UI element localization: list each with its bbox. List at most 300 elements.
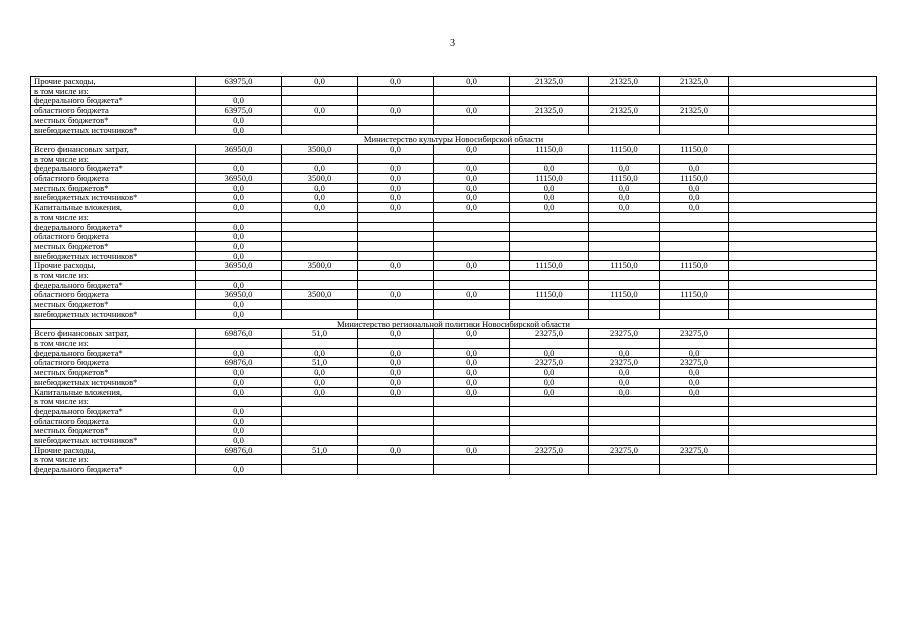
value-cell: 0,0 — [434, 77, 510, 87]
value-cell: 0,0 — [196, 232, 282, 242]
row-label: федерального бюджета* — [31, 164, 196, 174]
value-cell: 0,0 — [434, 387, 510, 397]
value-cell — [510, 426, 589, 436]
value-cell — [196, 397, 282, 407]
value-cell: 63975,0 — [196, 106, 282, 116]
value-cell: 0,0 — [434, 290, 510, 300]
table-row — [31, 77, 877, 87]
table-row — [31, 377, 877, 387]
value-cell — [196, 212, 282, 222]
value-cell: 21325,0 — [510, 106, 589, 116]
row-label: областного бюджета — [31, 232, 196, 242]
row-label: местных бюджетов* — [31, 183, 196, 193]
value-cell: 0,0 — [510, 368, 589, 378]
value-cell — [729, 115, 877, 125]
value-cell: 23275,0 — [589, 445, 660, 455]
value-cell — [660, 309, 729, 319]
value-cell: 23275,0 — [660, 445, 729, 455]
value-cell: 0,0 — [282, 377, 358, 387]
table-row — [31, 261, 877, 271]
value-cell — [510, 280, 589, 290]
value-cell: 0,0 — [434, 106, 510, 116]
value-cell — [282, 125, 358, 135]
row-label: Прочие расходы, — [31, 261, 196, 271]
value-cell: 11150,0 — [510, 261, 589, 271]
value-cell: 0,0 — [510, 377, 589, 387]
value-cell — [358, 426, 434, 436]
value-cell — [660, 251, 729, 261]
value-cell — [660, 436, 729, 446]
value-cell: 0,0 — [434, 329, 510, 339]
value-cell: 0,0 — [196, 280, 282, 290]
value-cell: 0,0 — [434, 183, 510, 193]
row-label: федерального бюджета* — [31, 406, 196, 416]
value-cell — [434, 406, 510, 416]
table-row — [31, 251, 877, 261]
value-cell — [358, 86, 434, 96]
value-cell: 0,0 — [434, 368, 510, 378]
value-cell: 0,0 — [660, 203, 729, 213]
value-cell: 0,0 — [282, 348, 358, 358]
row-label: местных бюджетов* — [31, 368, 196, 378]
value-cell — [660, 222, 729, 232]
value-cell — [282, 251, 358, 261]
value-cell — [358, 465, 434, 475]
table-row — [31, 455, 877, 465]
value-cell: 0,0 — [434, 261, 510, 271]
value-cell — [660, 338, 729, 348]
value-cell: 0,0 — [196, 193, 282, 203]
value-cell — [358, 125, 434, 135]
value-cell — [729, 377, 877, 387]
value-cell — [729, 203, 877, 213]
value-cell: 36950,0 — [196, 174, 282, 184]
value-cell: 0,0 — [589, 348, 660, 358]
value-cell: 11150,0 — [589, 261, 660, 271]
value-cell: 11150,0 — [589, 174, 660, 184]
value-cell: 0,0 — [510, 164, 589, 174]
value-cell — [434, 338, 510, 348]
table-row — [31, 203, 877, 213]
value-cell — [589, 406, 660, 416]
value-cell — [358, 96, 434, 106]
value-cell: 36950,0 — [196, 261, 282, 271]
table-row — [31, 329, 877, 339]
value-cell — [434, 241, 510, 251]
value-cell — [434, 436, 510, 446]
value-cell — [196, 455, 282, 465]
value-cell — [434, 465, 510, 475]
row-label: областного бюджета — [31, 416, 196, 426]
value-cell — [589, 416, 660, 426]
value-cell: 11150,0 — [510, 174, 589, 184]
value-cell — [660, 280, 729, 290]
value-cell — [358, 309, 434, 319]
value-cell: 0,0 — [510, 193, 589, 203]
value-cell — [282, 241, 358, 251]
value-cell: 0,0 — [196, 348, 282, 358]
value-cell — [660, 406, 729, 416]
value-cell — [434, 115, 510, 125]
value-cell — [282, 280, 358, 290]
value-cell — [660, 115, 729, 125]
table-row — [31, 96, 877, 106]
value-cell — [358, 222, 434, 232]
value-cell — [358, 154, 434, 164]
value-cell — [282, 154, 358, 164]
value-cell — [358, 212, 434, 222]
value-cell — [729, 455, 877, 465]
value-cell — [510, 455, 589, 465]
value-cell — [358, 406, 434, 416]
table-row — [31, 280, 877, 290]
row-label: Прочие расходы, — [31, 77, 196, 87]
value-cell: 0,0 — [358, 77, 434, 87]
value-cell — [358, 271, 434, 281]
value-cell: 0,0 — [358, 290, 434, 300]
value-cell: 0,0 — [589, 377, 660, 387]
value-cell — [282, 406, 358, 416]
value-cell: 36950,0 — [196, 144, 282, 154]
value-cell — [282, 416, 358, 426]
value-cell: 0,0 — [196, 183, 282, 193]
value-cell — [196, 154, 282, 164]
value-cell — [282, 232, 358, 242]
value-cell — [589, 86, 660, 96]
value-cell: 0,0 — [358, 164, 434, 174]
value-cell — [729, 183, 877, 193]
value-cell — [358, 251, 434, 261]
row-label: в том числе из: — [31, 455, 196, 465]
value-cell: 0,0 — [660, 183, 729, 193]
table-row — [31, 309, 877, 319]
row-label: федерального бюджета* — [31, 465, 196, 475]
value-cell — [510, 241, 589, 251]
row-label: местных бюджетов* — [31, 300, 196, 310]
value-cell: 0,0 — [358, 203, 434, 213]
value-cell — [510, 309, 589, 319]
value-cell — [729, 416, 877, 426]
value-cell — [660, 96, 729, 106]
value-cell — [660, 86, 729, 96]
value-cell — [282, 86, 358, 96]
section-header-row — [31, 319, 877, 329]
value-cell: 0,0 — [196, 300, 282, 310]
value-cell: 3500,0 — [282, 144, 358, 154]
value-cell: 0,0 — [358, 261, 434, 271]
row-label: в том числе из: — [31, 86, 196, 96]
value-cell — [434, 309, 510, 319]
value-cell — [729, 232, 877, 242]
value-cell — [729, 212, 877, 222]
value-cell: 23275,0 — [589, 329, 660, 339]
row-label: внебюджетных источников* — [31, 251, 196, 261]
value-cell: 23275,0 — [589, 358, 660, 368]
value-cell: 21325,0 — [589, 106, 660, 116]
value-cell — [729, 144, 877, 154]
value-cell — [589, 338, 660, 348]
value-cell: 0,0 — [660, 377, 729, 387]
value-cell: 0,0 — [589, 183, 660, 193]
value-cell — [358, 338, 434, 348]
value-cell: 0,0 — [196, 368, 282, 378]
budget-table — [30, 76, 877, 475]
value-cell — [729, 77, 877, 87]
value-cell — [729, 445, 877, 455]
value-cell — [589, 251, 660, 261]
value-cell — [510, 86, 589, 96]
value-cell — [434, 232, 510, 242]
value-cell: 0,0 — [589, 203, 660, 213]
value-cell: 0,0 — [434, 164, 510, 174]
value-cell — [589, 455, 660, 465]
value-cell — [434, 271, 510, 281]
value-cell — [589, 241, 660, 251]
value-cell — [510, 271, 589, 281]
value-cell — [434, 251, 510, 261]
value-cell: 0,0 — [434, 203, 510, 213]
value-cell — [510, 338, 589, 348]
value-cell: 0,0 — [434, 144, 510, 154]
value-cell — [589, 426, 660, 436]
value-cell: 0,0 — [196, 222, 282, 232]
value-cell: 0,0 — [282, 183, 358, 193]
value-cell: 0,0 — [434, 358, 510, 368]
value-cell: 0,0 — [358, 358, 434, 368]
table-row — [31, 164, 877, 174]
table-row — [31, 106, 877, 116]
value-cell — [589, 232, 660, 242]
value-cell — [729, 348, 877, 358]
table-row — [31, 465, 877, 475]
row-label: федерального бюджета* — [31, 96, 196, 106]
value-cell — [729, 251, 877, 261]
value-cell: 0,0 — [282, 387, 358, 397]
value-cell: 0,0 — [510, 203, 589, 213]
table-row — [31, 115, 877, 125]
value-cell: 11150,0 — [660, 261, 729, 271]
value-cell — [510, 222, 589, 232]
value-cell — [729, 290, 877, 300]
value-cell: 0,0 — [510, 183, 589, 193]
value-cell — [729, 387, 877, 397]
row-label: внебюджетных источников* — [31, 125, 196, 135]
value-cell: 0,0 — [196, 387, 282, 397]
row-label: федерального бюджета* — [31, 280, 196, 290]
table-row — [31, 436, 877, 446]
table-row — [31, 212, 877, 222]
table-row — [31, 348, 877, 358]
table-row — [31, 125, 877, 135]
value-cell — [729, 309, 877, 319]
table-row — [31, 232, 877, 242]
row-label: Капитальные вложения, — [31, 203, 196, 213]
row-label: областного бюджета — [31, 290, 196, 300]
value-cell — [589, 397, 660, 407]
value-cell — [660, 397, 729, 407]
section-header-row — [31, 135, 877, 145]
value-cell: 0,0 — [660, 164, 729, 174]
value-cell — [589, 154, 660, 164]
value-cell — [729, 125, 877, 135]
value-cell — [729, 193, 877, 203]
value-cell — [729, 241, 877, 251]
value-cell — [589, 222, 660, 232]
value-cell — [660, 212, 729, 222]
value-cell — [729, 86, 877, 96]
value-cell: 0,0 — [196, 309, 282, 319]
value-cell: 0,0 — [510, 387, 589, 397]
value-cell — [510, 125, 589, 135]
value-cell — [729, 271, 877, 281]
value-cell — [660, 455, 729, 465]
row-label: внебюджетных источников* — [31, 436, 196, 446]
value-cell: 21325,0 — [589, 77, 660, 87]
value-cell: 0,0 — [196, 125, 282, 135]
value-cell — [729, 338, 877, 348]
value-cell — [729, 164, 877, 174]
value-cell: 0,0 — [196, 203, 282, 213]
value-cell: 21325,0 — [660, 106, 729, 116]
value-cell: 0,0 — [358, 144, 434, 154]
value-cell: 23275,0 — [510, 445, 589, 455]
value-cell: 0,0 — [434, 193, 510, 203]
value-cell — [510, 300, 589, 310]
value-cell — [282, 309, 358, 319]
value-cell: 51,0 — [282, 445, 358, 455]
value-cell — [282, 300, 358, 310]
value-cell: 0,0 — [358, 106, 434, 116]
value-cell — [196, 271, 282, 281]
value-cell — [729, 406, 877, 416]
value-cell — [358, 397, 434, 407]
value-cell: 0,0 — [196, 164, 282, 174]
row-label: Всего финансовых затрат, — [31, 144, 196, 154]
value-cell — [589, 212, 660, 222]
value-cell — [660, 271, 729, 281]
value-cell — [729, 106, 877, 116]
value-cell: 0,0 — [660, 193, 729, 203]
value-cell: 0,0 — [589, 387, 660, 397]
value-cell: 0,0 — [196, 416, 282, 426]
value-cell: 0,0 — [196, 465, 282, 475]
value-cell — [729, 358, 877, 368]
value-cell: 3500,0 — [282, 174, 358, 184]
value-cell — [660, 125, 729, 135]
value-cell — [660, 416, 729, 426]
value-cell: 0,0 — [434, 174, 510, 184]
value-cell — [434, 397, 510, 407]
row-label: областного бюджета — [31, 358, 196, 368]
value-cell: 0,0 — [589, 368, 660, 378]
page-number: 3 — [450, 38, 455, 49]
table-row — [31, 426, 877, 436]
value-cell: 0,0 — [589, 193, 660, 203]
value-cell — [660, 426, 729, 436]
value-cell — [510, 397, 589, 407]
row-label: Всего финансовых затрат, — [31, 329, 196, 339]
value-cell — [358, 436, 434, 446]
value-cell: 11150,0 — [660, 174, 729, 184]
value-cell — [729, 280, 877, 290]
value-cell — [358, 300, 434, 310]
value-cell — [434, 416, 510, 426]
value-cell — [589, 280, 660, 290]
value-cell — [196, 86, 282, 96]
row-label: Капитальные вложения, — [31, 387, 196, 397]
value-cell — [589, 271, 660, 281]
value-cell: 0,0 — [196, 251, 282, 261]
value-cell — [282, 212, 358, 222]
value-cell: 0,0 — [358, 387, 434, 397]
value-cell — [282, 397, 358, 407]
value-cell: 11150,0 — [660, 290, 729, 300]
value-cell — [510, 436, 589, 446]
value-cell: 0,0 — [196, 426, 282, 436]
value-cell: 23275,0 — [660, 358, 729, 368]
value-cell — [282, 455, 358, 465]
value-cell — [660, 232, 729, 242]
row-label: областного бюджета — [31, 106, 196, 116]
value-cell — [729, 261, 877, 271]
row-label: федерального бюджета* — [31, 348, 196, 358]
value-cell: 0,0 — [196, 96, 282, 106]
value-cell: 0,0 — [660, 368, 729, 378]
value-cell — [729, 174, 877, 184]
value-cell — [282, 115, 358, 125]
value-cell — [434, 154, 510, 164]
table-row — [31, 154, 877, 164]
value-cell — [282, 96, 358, 106]
value-cell: 0,0 — [282, 77, 358, 87]
value-cell: 51,0 — [282, 329, 358, 339]
value-cell: 0,0 — [434, 445, 510, 455]
row-label: местных бюджетов* — [31, 241, 196, 251]
value-cell: 0,0 — [358, 368, 434, 378]
value-cell — [434, 96, 510, 106]
row-label: областного бюджета — [31, 174, 196, 184]
row-label: в том числе из: — [31, 338, 196, 348]
value-cell — [660, 154, 729, 164]
value-cell — [358, 241, 434, 251]
value-cell — [729, 426, 877, 436]
section-header: Министерство региональной политики Новосибирской области — [31, 319, 877, 329]
value-cell: 11150,0 — [660, 144, 729, 154]
value-cell — [510, 251, 589, 261]
value-cell — [282, 271, 358, 281]
value-cell: 69876,0 — [196, 329, 282, 339]
value-cell — [434, 212, 510, 222]
value-cell — [589, 465, 660, 475]
value-cell: 51,0 — [282, 358, 358, 368]
value-cell — [589, 300, 660, 310]
table-row — [31, 300, 877, 310]
value-cell: 36950,0 — [196, 290, 282, 300]
row-label: местных бюджетов* — [31, 426, 196, 436]
value-cell — [282, 436, 358, 446]
value-cell: 0,0 — [358, 183, 434, 193]
value-cell — [660, 465, 729, 475]
value-cell: 0,0 — [196, 241, 282, 251]
value-cell — [282, 222, 358, 232]
row-label: Прочие расходы, — [31, 445, 196, 455]
value-cell: 0,0 — [358, 377, 434, 387]
value-cell: 0,0 — [358, 445, 434, 455]
value-cell — [660, 300, 729, 310]
value-cell: 11150,0 — [589, 144, 660, 154]
row-label: внебюджетных источников* — [31, 309, 196, 319]
value-cell: 0,0 — [434, 348, 510, 358]
